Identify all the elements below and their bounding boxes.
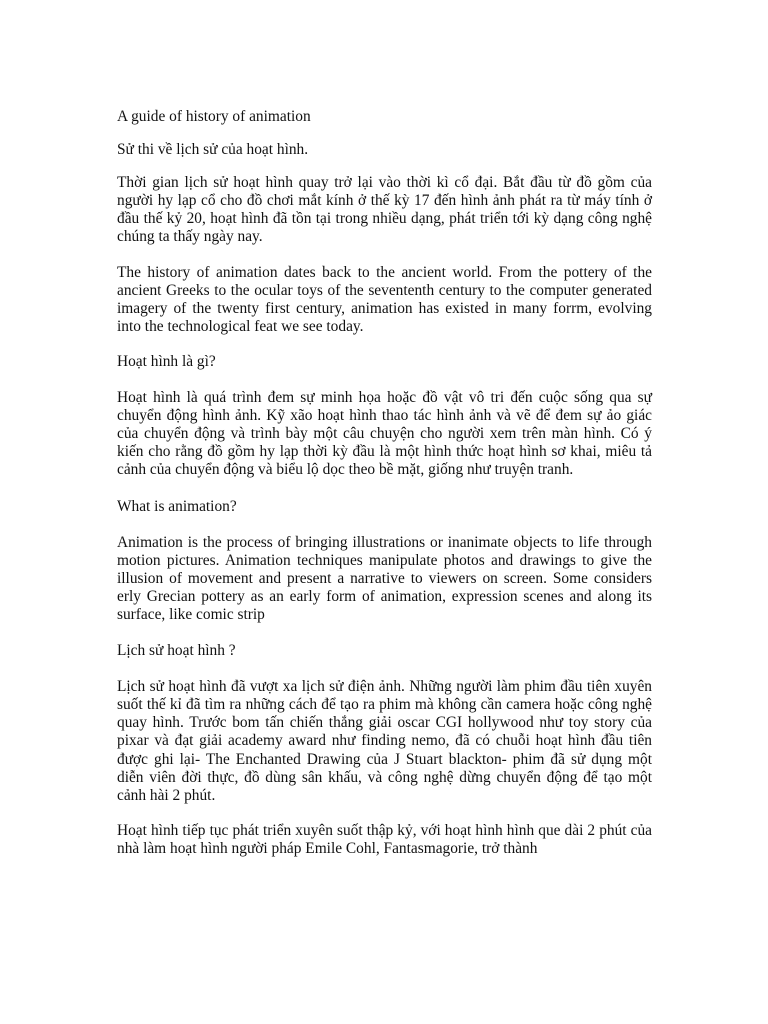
document-title: A guide of history of animation	[117, 108, 311, 125]
heading-vietnamese-epic: Sử thi về lịch sử của hoạt hình.	[117, 141, 309, 159]
paragraph-animation-definition-en: Animation is the process of bringing illustrations or inanimate objects to life through motion pictures. Animation techniques manipulate photos and drawings to give the illusion of movement and present a narrative to viewers on screen. Some considers erly Grecian pottery as an early form of animation, expression scenes and along its surface, like comic strip	[117, 533, 652, 623]
paragraph-animation-definition-vi: Hoạt hình là quá trình đem sự minh họa hoặc đồ vật vô tri đến cuộc sống qua sự chuyển động hình ảnh. Kỹ xão hoạt hình thao tác hình ảnh và vẽ để đem sự ảo giác của chuyển động và trình bày một câu chuyện cho người xem trên màn hình. Có ý kiến cho rằng đồ gồm hy lạp thời kỳ đầu là một hình thức hoạt hình sơ khai, miêu tả cảnh của chuyển động và biểu lộ dọc theo bề mặt, giống như truyện tranh.	[117, 389, 652, 479]
paragraph-history-en: The history of animation dates back to the ancient world. From the pottery of the ancient Greeks to the ocular toys of the sevententh century to the computer generated imagery of the twenty first century, animation has existed in many forrm, evolving into the technological feat we see today.	[117, 263, 652, 335]
heading-what-is-animation-vi: Hoạt hình là gì?	[117, 352, 216, 370]
document-body	[117, 108, 652, 858]
paragraph-animation-history-vi: Lịch sử hoạt hình đã vượt xa lịch sử điện ảnh. Những người làm phim đầu tiên xuyên suốt thế kỉ đã tìm ra những cách để tạo ra phim mà không cần camera hoặc công nghệ quay hình. Trước bom tấn chiến thắng giải oscar CGI hollywood như toy story của pixar và đạt giải academy award như finding nemo, đã có chuỗi hoạt hình đầu tiên được ghi lại- The Enchanted Drawing của J Stuart blackton- phim đã sử dụng một diễn viên đời thực, đồ dùng sân khấu, và công nghệ dừng chuyển động để tạo một cảnh hài 2 phút.	[117, 678, 652, 804]
paragraph-animation-continuation-vi: Hoạt hình tiếp tục phát triển xuyên suốt thập kỷ, với hoạt hình hình que dài 2 phút của nhà làm hoạt hình người pháp Emile Cohl, Fantasmagorie, trở thành	[117, 821, 652, 857]
heading-what-is-animation-en: What is animation?	[117, 497, 237, 515]
paragraph-history-vi: Thời gian lịch sử hoạt hình quay trở lại vào thời kì cổ đại. Bắt đầu từ đồ gồm của người hy lạp cổ cho đồ chơi mắt kính ở thế kỳ 17 đến hình ảnh phát ra từ máy tính ở đầu thế kỷ 20, hoạt hình đã tồn tại trong nhiều dạng, phát triển tới kỳ dạng công nghệ chúng ta thấy ngày nay.	[117, 174, 652, 246]
heading-animation-history-vi: Lịch sử hoạt hình ?	[117, 642, 236, 660]
